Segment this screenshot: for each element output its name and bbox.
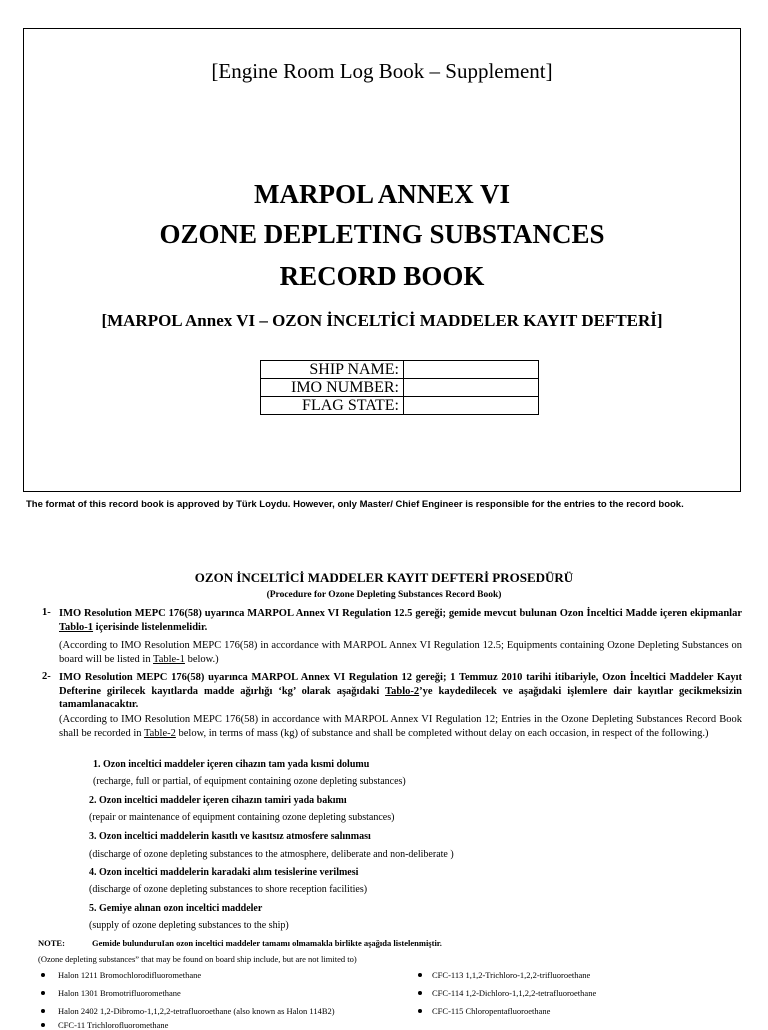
bullet-icon [418, 1009, 422, 1013]
item-3-english: (discharge of ozone depleting substances to the atmosphere, deliberate and non-deliberate ) [89, 849, 454, 860]
paragraph-1-turkish [59, 607, 742, 634]
bullet-icon [418, 973, 422, 977]
note-turkish: Gemide bulunduruIan ozon inceltici maddeler tamamı olmamakla birlikte aşağıda listelenmiştir. [92, 938, 442, 948]
p1-en-text-end: below.) [184, 653, 219, 665]
flag-state-row [261, 397, 539, 415]
substance-item: Halon 2402 1,2-Dibromo-1,1,2,2-tetrafluoroethane (also known as Halon 114B2) [58, 1006, 335, 1016]
ship-name-label: SHIP NAME: [261, 361, 404, 379]
title-line-1: MARPOL ANNEX VI [253, 179, 511, 209]
item-4-english: (discharge of ozone depleting substances to shore reception facilities) [89, 884, 368, 895]
bullet-icon [41, 1009, 45, 1013]
tablo-2-reference: Tablo-2 [385, 685, 420, 697]
item-1-english: (recharge, full or partial, of equipment containing ozone depleting substances) [93, 776, 406, 787]
title-line-2: OZONE DEPLETING SUBSTANCES [159, 219, 605, 249]
bullet-icon [418, 991, 422, 995]
supplement-heading: [Engine Room Log Book – Supplement] [211, 59, 553, 83]
procedure-heading: OZON İNCELTİCİ MADDELER KAYIT DEFTERİ PROSEDÜRÜ [194, 570, 574, 585]
table-2-reference: Table-2 [143, 727, 176, 739]
item-1-turkish: 1. Ozon inceltici maddeler içeren cihazın tam yada kısmi dolumu [93, 759, 370, 770]
substance-item: CFC-114 1,2-Dichloro-1,1,2,2-tetrafluoroethane [432, 988, 597, 998]
p1-tr-text-end: içerisinde listelenmelidir. [93, 621, 208, 633]
imo-number-field[interactable] [404, 379, 539, 397]
flag-state-field[interactable] [404, 397, 539, 415]
approval-note: The format of this record book is approved by Türk Loydu. However, only Master/ Chief Engineer is responsible for the entries to the record book. [26, 499, 684, 510]
item-3-turkish: 3. Ozon inceltici maddelerin kasıtlı ve kasıtsız atmosfere salınması [89, 831, 371, 842]
paragraph-1-number: 1- [42, 607, 51, 618]
ship-name-row [261, 361, 539, 379]
imo-number-row [261, 379, 539, 397]
paragraph-1-english [59, 639, 742, 666]
p2-tr-text-end: ’ye kaydedilecek ve aşağıdaki işlemlere dair kayıtlar gecikmeksizin tamamlanacaktır. [59, 685, 742, 710]
flag-state-label: FLAG STATE: [261, 397, 404, 415]
ship-name-field[interactable] [404, 361, 539, 379]
item-2-turkish: 2. Ozon inceltici maddeler içeren cihazın tamiri yada bakımı [89, 795, 347, 806]
turkish-subtitle: [MARPOL Annex VI – OZON İNCELTİCİ MADDELER KAYIT DEFTERİ] [101, 311, 663, 330]
paragraph-2-english [59, 713, 742, 740]
ship-info-table [260, 360, 539, 415]
procedure-subheading: (Procedure for Ozone Depleting Substances Record Book) [266, 590, 502, 600]
item-2-english: (repair or maintenance of equipment containing ozone depleting substances) [89, 812, 395, 823]
note-english: (Ozone depleting substances” that may be found on board ship include, but are not limited to) [38, 954, 357, 964]
title-line-3: RECORD BOOK [279, 261, 485, 291]
substance-item: CFC-115 Chloropentafluoroethane [432, 1006, 551, 1016]
bullet-icon [41, 991, 45, 995]
paragraph-2-turkish [59, 671, 742, 712]
p1-en-text: (According to IMO Resolution MEPC 176(58) in accordance with MARPOL Annex VI Regulation 12.5; Equipments containing Ozone Depleting Substances on board will be listed in [59, 640, 742, 665]
substance-item: Halon 1301 Bromotrifluoromethane [58, 988, 181, 998]
substance-item: Halon 1211 Bromochlorodifluoromethane [58, 970, 202, 980]
substance-item: CFC-11 Trichlorofluoromethane [58, 1020, 169, 1030]
imo-number-label: IMO NUMBER: [261, 379, 404, 397]
paragraph-2-number: 2- [42, 671, 51, 682]
item-5-turkish: 5. Gemiye alınan ozon inceltici maddeler [89, 903, 263, 914]
p1-tr-text: IMO Resolution MEPC 176(58) uyarınca MARPOL Annex VI Regulation 12.5 gereği; gemide mevcut bulunan Ozon İnceltici Madde içeren ekipmanlar [59, 608, 742, 619]
bullet-icon [41, 973, 45, 977]
item-5-english: (supply of ozone depleting substances to the ship) [89, 920, 289, 931]
substance-item: CFC-113 1,1,2-Trichloro-1,2,2-trifluoroethane [432, 970, 591, 980]
table-1-reference: Table-1 [153, 653, 185, 665]
p2-tr-text: IMO Resolution MEPC 176(58) uyarınca MARPOL Annex VI Regulation 12 gereği; 1 Temmuz 2010 tarihi itibariyle, Ozon İnceltici Maddeler Kayıt Defterine girilecek kayıtlarda madde ağırlığı ‘kg’ olarak aşağıdaki [59, 672, 742, 697]
tablo-1-reference: Tablo-1 [59, 621, 94, 633]
cover-frame [23, 28, 741, 492]
item-4-turkish: 4. Ozon inceltici maddelerin karadaki alım tesislerine verilmesi [89, 867, 359, 878]
note-label: NOTE: [38, 938, 65, 948]
p2-en-text-end: below, in terms of mass (kg) of substance and shall be completed without delay on each occasion, in respect of the following.) [175, 727, 709, 739]
p2-en-text: (According to IMO Resolution MEPC 176(58) in accordance with MARPOL Annex VI Regulation 12; Entries in the Ozone Depleting Substances Record Book shall be recorded in [59, 714, 742, 739]
